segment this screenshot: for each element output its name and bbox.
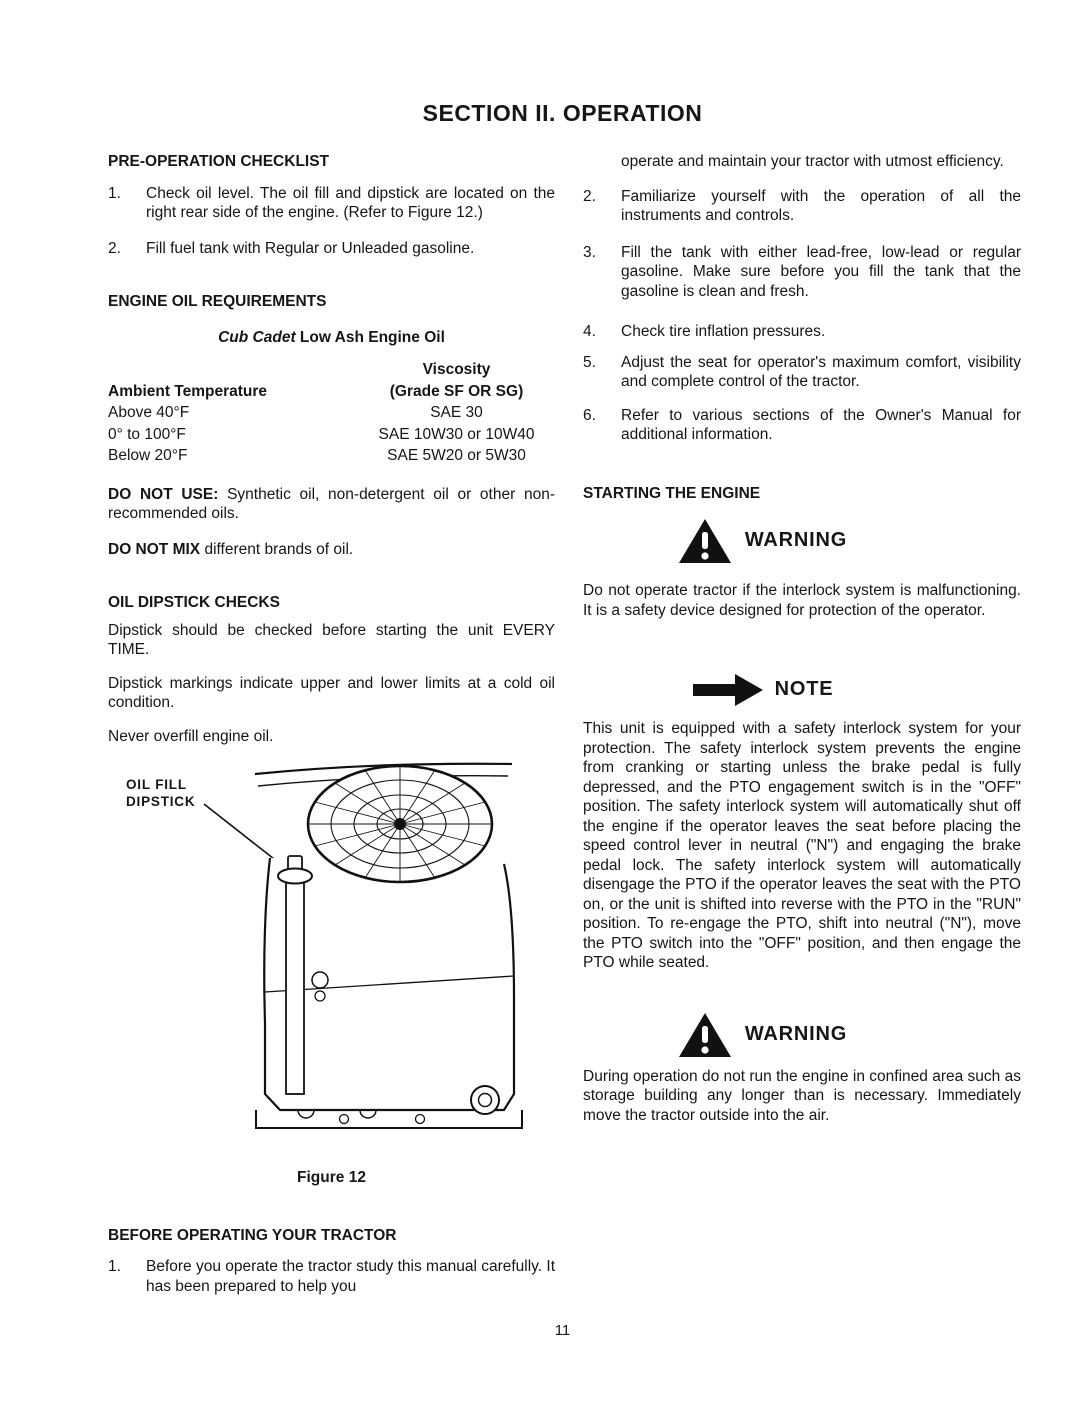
do-not-mix-paragraph: [108, 540, 555, 560]
table-row: [108, 445, 555, 467]
temperature-column-header: Ambient Temperature: [108, 382, 268, 400]
note-arrow-icon: [691, 672, 765, 708]
dipstick-paragraph-1: Dipstick should be checked before starting the unit EVERY TIME.: [108, 621, 555, 658]
oil-brand-rest: Low Ash Engine Oil: [295, 328, 445, 346]
table-row: [108, 359, 555, 381]
do-not-use-paragraph: [108, 485, 555, 524]
warning-triangle-icon: [677, 1011, 733, 1059]
warning-banner: [583, 1011, 1021, 1059]
oil-brand-name: Cub Cadet: [218, 328, 296, 346]
item-continuation: operate and maintain your tractor with utmost efficiency.: [621, 153, 1004, 170]
oil-viscosity-table: [108, 359, 555, 467]
note-banner: [583, 672, 1021, 708]
page-title: SECTION II. OPERATION: [422, 100, 703, 126]
temperature-cell: 0° to 100°F: [108, 425, 186, 443]
list-item: [108, 184, 555, 223]
list-item: [583, 322, 1021, 342]
warning-triangle-icon: [677, 517, 733, 565]
list-item: [583, 353, 1021, 392]
engine-illustration: [108, 760, 555, 1160]
grade-cell: SAE 10W30 or 10W40: [378, 425, 535, 443]
heading-before-operating: BEFORE OPERATING YOUR TRACTOR: [108, 1226, 397, 1244]
engine-figure: [108, 760, 555, 1160]
list-item: [583, 406, 1021, 445]
heading-pre-operation-checklist: PRE-OPERATION CHECKLIST: [108, 153, 330, 170]
warning-label: WARNING: [744, 1022, 848, 1045]
table-row: [108, 381, 555, 403]
list-number: 6.: [583, 406, 596, 424]
list-text: Adjust the seat for operator's maximum comfort, visibility and complete control of the tractor.: [621, 353, 1021, 390]
viscosity-column-header: Viscosity: [422, 361, 491, 378]
list-number: 2.: [583, 187, 596, 205]
list-number: 2.: [108, 239, 121, 257]
list-text: Fill fuel tank with Regular or Unleaded gasoline.: [146, 239, 475, 257]
list-text: Check tire inflation pressures.: [621, 323, 826, 340]
list-text: Fill the tank with either lead-free, low-lead or regular gasoline. Make sure before you fill the tank that the gasoline is clean and fresh.: [621, 243, 1021, 300]
list-item: [583, 187, 1021, 226]
list-text: Check oil level. The oil fill and dipstick are located on the right rear side of the engine. (Refer to Figure 12.): [146, 184, 555, 221]
list-number: 1.: [108, 1258, 121, 1275]
heading-starting-the-engine: STARTING THE ENGINE: [583, 484, 761, 502]
grade-cell: SAE 30: [430, 404, 483, 421]
table-row: [108, 402, 555, 424]
warning-text: During operation do not run the engine in confined area such as storage building any longer than is necessary. Immediately move the tractor outside into the air.: [583, 1067, 1021, 1124]
note-label: NOTE: [774, 678, 834, 701]
warning-text: Do not operate tractor if the interlock system is malfunctioning. It is a safety device designed for protection of the operator.: [583, 582, 1021, 619]
figure-caption: Figure 12: [297, 1169, 366, 1186]
list-text: Refer to various sections of the Owner's Manual for additional information.: [621, 406, 1021, 443]
oil-fill-dipstick-label: OIL FILL DIPSTICK: [126, 777, 196, 809]
list-item: [108, 239, 555, 259]
right-column: [583, 152, 1021, 1125]
warning-label: WARNING: [744, 529, 848, 552]
grade-cell: SAE 5W20 or 5W30: [387, 447, 526, 464]
temperature-cell: Above 40°F: [108, 404, 190, 421]
heading-oil-dipstick-checks: OIL DIPSTICK CHECKS: [108, 594, 280, 611]
list-text: Familiarize yourself with the operation of all the instruments and controls.: [621, 187, 1021, 224]
oil-type-subheading: [108, 328, 555, 348]
heading-engine-oil-requirements: ENGINE OIL REQUIREMENTS: [108, 293, 327, 310]
table-row: [108, 424, 555, 446]
do-not-mix-label: DO NOT MIX: [108, 540, 201, 558]
list-number: 3.: [583, 243, 596, 261]
dipstick-paragraph-3: Never overfill engine oil.: [108, 727, 274, 745]
list-text: Before you operate the tractor study this manual carefully. It has been prepared to help you: [146, 1258, 555, 1295]
list-item: [583, 243, 1021, 302]
page-number: 11: [554, 1322, 571, 1339]
temperature-cell: Below 20°F: [108, 447, 188, 464]
dipstick-paragraph-2: Dipstick markings indicate upper and lower limits at a cold oil condition.: [108, 674, 555, 711]
list-number: 1.: [108, 184, 121, 202]
do-not-use-label: DO NOT USE:: [108, 485, 219, 503]
list-number: 5.: [583, 353, 596, 371]
do-not-use-text: Synthetic oil, non-detergent oil or other non-recommended oils.: [108, 485, 555, 522]
list-item: [108, 1257, 555, 1296]
grade-column-header: (Grade SF OR SG): [389, 382, 524, 400]
list-number: 4.: [583, 323, 596, 340]
do-not-mix-text: different brands of oil.: [200, 540, 354, 558]
left-column: [108, 152, 555, 1296]
note-text: This unit is equipped with a safety interlock system for your protection. The safety interlock system prevents the engine from cranking or starting unless the brake pedal is fully depressed, and the PTO engagement switch is in the "OFF" position. The safety interlock system will automatically shut off the engine if the operator leaves the seat before placing the speed control lever in neutral ("N") and engaging the brake pedal lock. The safety interlock system will automatically disengage the PTO if the operator leaves the seat with the PTO on, or the unit is shifted into reverse with the PTO in the "RUN" position. To re-engage the PTO, shift into neutral ("N"), move the PTO switch into the "OFF" position, and then engage the PTO while seated.: [583, 720, 1021, 971]
warning-banner: [583, 517, 1021, 565]
